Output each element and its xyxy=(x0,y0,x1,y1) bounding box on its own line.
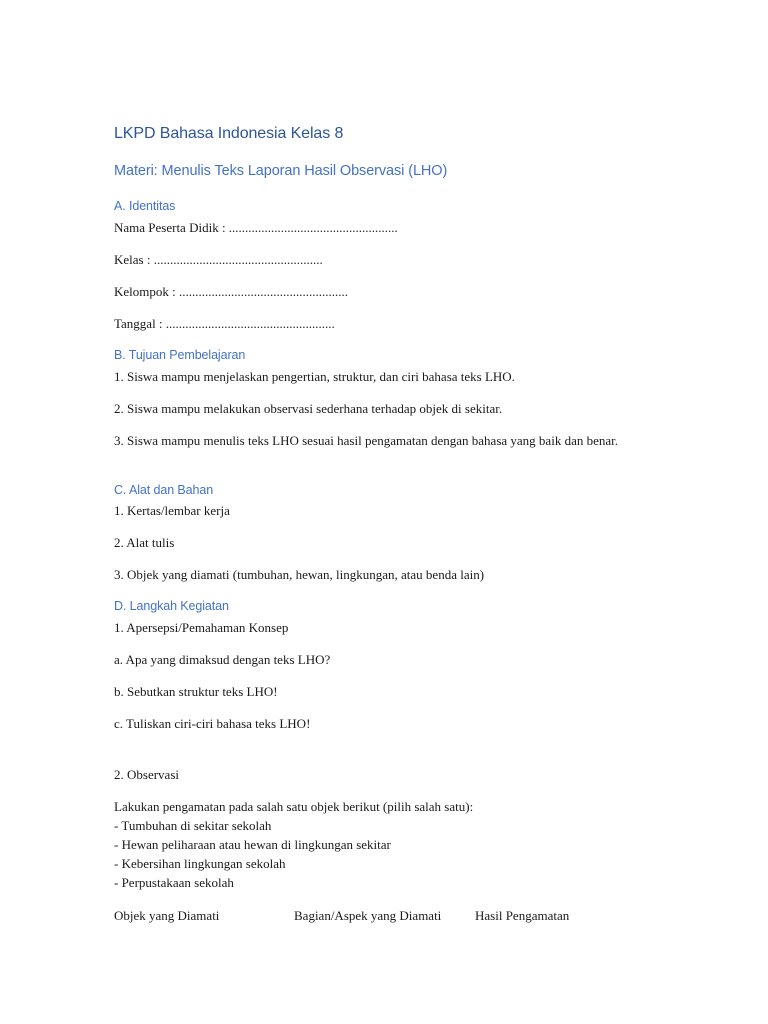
field-nama: Nama Peserta Didik : .................................................... xyxy=(114,220,398,235)
table-header-aspek: Bagian/Aspek yang Diamati xyxy=(294,908,442,923)
document-title: LKPD Bahasa Indonesia Kelas 8 xyxy=(114,125,344,142)
question-item: c. Tuliskan ciri-ciri bahasa teks LHO! xyxy=(114,716,311,731)
field-kelas: Kelas : .................................................... xyxy=(114,252,323,267)
objective-item: 3. Siswa mampu menulis teks LHO sesuai hasil pengamatan dengan bahasa yang baik dan benar. xyxy=(114,433,618,448)
observation-option: - Hewan peliharaan atau hewan di lingkungan sekitar xyxy=(114,837,391,852)
section-a-heading: A. Identitas xyxy=(114,199,176,213)
section-d-heading: D. Langkah Kegiatan xyxy=(114,599,229,613)
objective-item: 1. Siswa mampu menjelaskan pengertian, struktur, dan ciri bahasa teks LHO. xyxy=(114,369,515,384)
material-item: 2. Alat tulis xyxy=(114,535,175,550)
table-header-objek: Objek yang Diamati xyxy=(114,908,220,923)
observation-option: - Tumbuhan di sekitar sekolah xyxy=(114,818,272,833)
objective-item: 2. Siswa mampu melakukan observasi sederhana terhadap objek di sekitar. xyxy=(114,401,503,416)
material-item: 3. Objek yang diamati (tumbuhan, hewan, lingkungan, atau benda lain) xyxy=(114,567,485,582)
section-b-heading: B. Tujuan Pembelajaran xyxy=(114,348,246,362)
material-item: 1. Kertas/lembar kerja xyxy=(114,503,230,518)
document-subtitle: Materi: Menulis Teks Laporan Hasil Observasi (LHO) xyxy=(114,163,448,179)
table-header-hasil: Hasil Pengamatan xyxy=(475,908,570,923)
step-2-label: 2. Observasi xyxy=(114,767,179,782)
field-tanggal: Tanggal : .................................................... xyxy=(114,316,335,331)
observation-option: - Perpustakaan sekolah xyxy=(114,875,234,890)
question-item: b. Sebutkan struktur teks LHO! xyxy=(114,684,278,699)
step-1-label: 1. Apersepsi/Pemahaman Konsep xyxy=(114,620,289,635)
observation-instruction: Lakukan pengamatan pada salah satu objek berikut (pilih salah satu): xyxy=(114,799,474,814)
question-item: a. Apa yang dimaksud dengan teks LHO? xyxy=(114,652,331,667)
observation-option: - Kebersihan lingkungan sekolah xyxy=(114,856,286,871)
section-c-heading: C. Alat dan Bahan xyxy=(114,483,214,497)
field-kelompok: Kelompok : .................................................... xyxy=(114,284,348,299)
